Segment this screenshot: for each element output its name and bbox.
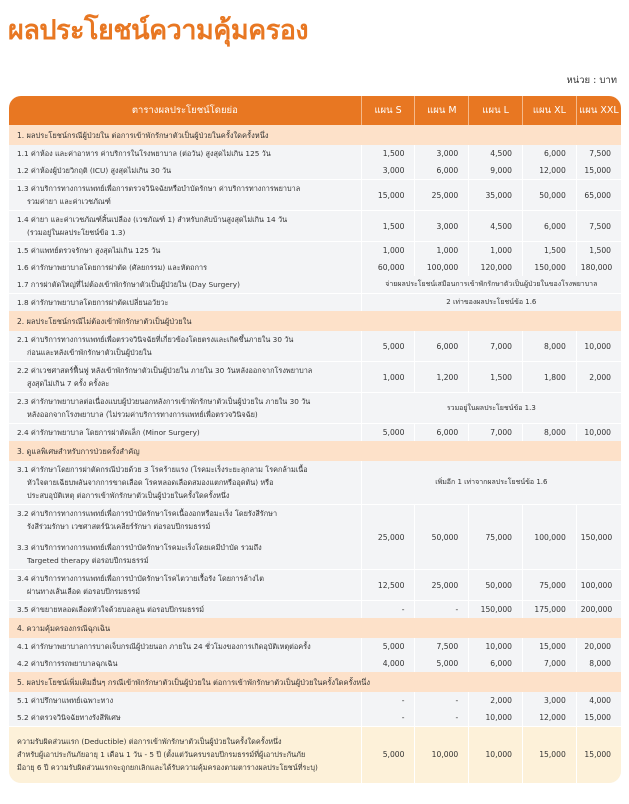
deductible-value: 15,000 [523, 727, 577, 783]
label-line: 4.2 ค่าบริการรถพยาบาลฉุกเฉิน [17, 659, 118, 668]
label-line: 1.1 ค่าห้อง และค่าอาหาร ค่าบริการในโรงพยาบาล (ต่อวัน) สูงสุดไม่เกิน 125 วัน [17, 149, 271, 158]
plan-value: 12,000 [523, 709, 577, 727]
label-line: (รวมอยู่ในผลประโยชน์ข้อ 1.3) [27, 228, 126, 237]
plan-value: 1,000 [469, 242, 523, 260]
benefit-label [9, 692, 361, 709]
benefit-label [9, 505, 361, 570]
benefit-label [9, 162, 361, 180]
plan-value: 10,000 [576, 331, 621, 362]
table-row [9, 424, 621, 442]
plan-value: 2,000 [469, 692, 523, 709]
plan-value: 6,000 [469, 655, 523, 672]
plan-value: 100,000 [415, 259, 469, 276]
table-row [9, 393, 621, 424]
section-title: 5. ผลประโยชน์เพิ่มเติมอื่นๆ กรณีเข้าพักรักษาตัวเป็นผู้ป่วยใน ต่อการเข้าพักรักษาตัวเป็นผู้ป่วยในครั้งใดครั้งหนึ่ง [9, 672, 621, 692]
label-line: 1.2 ค่าห้องผู้ป่วยวิกฤติ (ICU) สูงสุดไม่เกิน 30 วัน [17, 166, 172, 175]
plan-value: 3,000 [415, 145, 469, 162]
plan-value: 4,000 [361, 655, 415, 672]
plan-value: 3,000 [523, 692, 577, 709]
label-line: สูงสุดไม่เกิน 7 ครั้ง ครั้งละ [27, 379, 110, 388]
label-line: มีอายุ 6 ปี ความรับผิดส่วนแรกจะถูกยกเลิกและได้รับความคุ้มครองตามตารางผลประโยชน์ที่ระบุ) [17, 763, 318, 773]
section-header-row [9, 618, 621, 638]
plan-value: 50,000 [523, 180, 577, 211]
table-row [9, 709, 621, 727]
label-line: หลังออกจากโรงพยาบาล (ไม่รวมค่าบริการทางการแพทย์เพื่อตรวจวินิจฉัย) [27, 410, 258, 419]
plan-value: 7,500 [576, 211, 621, 242]
plan-value: 9,000 [469, 162, 523, 180]
plan-value: - [361, 692, 415, 709]
plan-value: 50,000 [469, 570, 523, 601]
label-line: ประสบอุบัติเหตุ ต่อการเข้าพักรักษาตัวเป็นผู้ป่วยในครั้งใดครั้งหนึ่ง [27, 491, 230, 500]
label-line: 3.5 ค่าขยายหลอดเลือดหัวใจด้วยบอลลูน ต่อรอบปีกรมธรรม์ [17, 605, 205, 614]
plan-value: 1,500 [469, 362, 523, 393]
plan-value: 60,000 [361, 259, 415, 276]
benefit-label [9, 362, 361, 393]
page-title: ผลประโยชน์ความคุ้มครอง [8, 15, 309, 46]
plan-value: 6,000 [523, 145, 577, 162]
label-line: 1.3 ค่าบริการทางการแพทย์เพื่อการตรวจวินิจฉัยหรือบำบัดรักษา ค่าบริการทางการพยาบาล [17, 184, 301, 193]
plan-value: 6,000 [415, 331, 469, 362]
plan-value: 150,000 [523, 259, 577, 276]
table-row [9, 294, 621, 312]
plan-value: 4,000 [576, 692, 621, 709]
label-line: 1.4 ค่ายา และค่าเวชภัณฑ์สิ้นเปลือง (เวชภัณฑ์ 1) สำหรับกลับบ้านสูงสุดไม่เกิน 14 วัน [17, 215, 288, 224]
plan-value: 3,000 [415, 211, 469, 242]
plan-value: 6,000 [415, 424, 469, 442]
label-line: 5.1 ค่าปรึกษาแพทย์เฉพาะทาง [17, 696, 114, 705]
plan-value: 6,000 [523, 211, 577, 242]
plan-value: 15,000 [576, 709, 621, 727]
table-row [9, 692, 621, 709]
plan-value: 15,000 [576, 162, 621, 180]
plan-value: 1,800 [523, 362, 577, 393]
deductible-value: 5,000 [361, 727, 415, 783]
plan-value: 15,000 [361, 180, 415, 211]
plan-value: 8,000 [523, 331, 577, 362]
benefit-label [9, 259, 361, 276]
table-body [9, 125, 621, 783]
table-row [9, 259, 621, 276]
plan-value: 35,000 [469, 180, 523, 211]
deductible-row [9, 727, 621, 783]
table-row [9, 601, 621, 619]
plan-value: 75,000 [469, 505, 523, 570]
plan-value: 12,000 [523, 162, 577, 180]
plan-value: 7,500 [415, 638, 469, 655]
plan-value: 10,000 [576, 424, 621, 442]
plan-value: 65,000 [576, 180, 621, 211]
plan-span-note: รวมอยู่ในผลประโยชน์ข้อ 1.3 [361, 393, 621, 424]
label-line: 1.7 การผ่าตัดใหญ่ที่ไม่ต้องเข้าพักรักษาตัวเป็นผู้ป่วยใน (Day Surgery) [17, 280, 240, 289]
benefit-label [9, 570, 361, 601]
plan-value: 100,000 [576, 570, 621, 601]
plan-value: 4,500 [469, 211, 523, 242]
plan-value: 20,000 [576, 638, 621, 655]
benefit-label [9, 601, 361, 619]
label-line: 5.2 ค่าตรวจวินิจฉัยทางรังสีพิเศษ [17, 713, 121, 722]
plan-value: 25,000 [415, 180, 469, 211]
benefit-label [9, 331, 361, 362]
deductible-value: 10,000 [415, 727, 469, 783]
benefit-label [9, 638, 361, 655]
benefit-label [9, 294, 361, 312]
table-row [9, 211, 621, 242]
deductible-label [9, 727, 361, 783]
header-plan-xxl: แผน XXL [576, 96, 621, 125]
table-row [9, 505, 621, 570]
plan-value: 1,500 [361, 145, 415, 162]
label-line: 4.1 ค่ารักษาพยาบาลการบาดเจ็บกรณีผู้ป่วยนอก ภายใน 24 ชั่วโมงของการเกิดอุบัติเหตุต่อครั้ง [17, 642, 311, 651]
plan-value: 3,000 [361, 162, 415, 180]
label-line: 3.3 ค่าบริการทางการแพทย์เพื่อการบำบัดรักษาโรคมะเร็งโดยเคมีบำบัด รวมถึง [17, 543, 262, 552]
benefit-label [9, 276, 361, 294]
label-line: สำหรับผู้เอาประกันภัยอายุ 1 เดือน 1 วัน - 5 ปี (ตั้งแต่วันครบรอบปีกรมธรรม์ที่ผู้เอาประกันภัย [17, 750, 306, 760]
section-title: 1. ผลประโยชน์กรณีผู้ป่วยใน ต่อการเข้าพักรักษาตัวเป็นผู้ป่วยในครั้งใดครั้งหนึ่ง [9, 125, 621, 145]
plan-value: 120,000 [469, 259, 523, 276]
plan-value: 12,500 [361, 570, 415, 601]
plan-value: 10,000 [469, 709, 523, 727]
benefit-label [9, 655, 361, 672]
benefit-label [9, 145, 361, 162]
label-line: 2.3 ค่ารักษาพยาบาลต่อเนื่องแบบผู้ป่วยนอกหลังการเข้าพักรักษาตัวเป็นผู้ป่วยใน ภายใน 30 วัน [17, 397, 311, 406]
plan-value: 150,000 [469, 601, 523, 619]
table-row [9, 362, 621, 393]
label-line: Targeted therapy ต่อรอบปีกรมธรรม์ [27, 556, 149, 565]
label-line: 3.1 ค่ารักษาโดยการผ่าตัดกรณีป่วยด้วย 3 โรคร้ายแรง (โรคมะเร็งระยะลุกลาม โรคกล้ามเนื้อ [17, 465, 308, 474]
plan-value: 1,000 [361, 362, 415, 393]
benefit-label [9, 424, 361, 442]
plan-value: 15,000 [523, 638, 577, 655]
plan-value: 1,500 [576, 242, 621, 260]
table-row [9, 242, 621, 260]
plan-value: - [361, 709, 415, 727]
plan-value: 4,500 [469, 145, 523, 162]
benefit-label [9, 180, 361, 211]
plan-value: 1,200 [415, 362, 469, 393]
plan-value: 7,000 [469, 424, 523, 442]
plan-value: 50,000 [415, 505, 469, 570]
plan-value: 6,000 [415, 162, 469, 180]
table-row [9, 638, 621, 655]
plan-value: 1,000 [361, 242, 415, 260]
label-line: 2.4 ค่ารักษาพยาบาล โดยการผ่าตัดเล็ก (Minor Surgery) [17, 428, 200, 437]
plan-span-note: เพิ่มอีก 1 เท่าจากผลประโยชน์ข้อ 1.6 [361, 461, 621, 505]
table-row [9, 145, 621, 162]
plan-value: 25,000 [415, 570, 469, 601]
plan-value: 100,000 [523, 505, 577, 570]
benefit-label [9, 461, 361, 505]
label-line: 3.2 ค่าบริการทางการแพทย์เพื่อการบำบัดรักษาโรคเนื้องอกหรือมะเร็ง โดยรังสีรักษา [17, 509, 278, 518]
table-header-row [9, 96, 621, 125]
deductible-value: 10,000 [469, 727, 523, 783]
plan-value: 5,000 [415, 655, 469, 672]
label-line: 3.4 ค่าบริการทางการแพทย์เพื่อการบำบัดรักษาโรคไตวายเรื้อรัง โดยการล้างไต [17, 574, 264, 583]
label-line: ก่อนและหลังเข้าพักรักษาตัวเป็นผู้ป่วยใน [27, 348, 152, 357]
plan-value: 200,000 [576, 601, 621, 619]
plan-value: 5,000 [361, 424, 415, 442]
plan-value: - [415, 601, 469, 619]
deductible-value: 15,000 [576, 727, 621, 783]
table-row [9, 461, 621, 505]
plan-value: - [415, 709, 469, 727]
table-row [9, 180, 621, 211]
plan-value: 150,000 [576, 505, 621, 570]
plan-value: - [361, 601, 415, 619]
benefits-table [9, 96, 621, 783]
label-line: ความรับผิดส่วนแรก (Deductible) ต่อการเข้าพักรักษาตัวเป็นผู้ป่วยในครั้งใดครั้งหนึ่ง [17, 737, 282, 747]
plan-value: 180,000 [576, 259, 621, 276]
header-plan-m: แผน M [415, 96, 469, 125]
benefit-label [9, 242, 361, 260]
plan-value: 75,000 [523, 570, 577, 601]
plan-value: 5,000 [361, 331, 415, 362]
header-plan-s: แผน S [361, 96, 415, 125]
table-row [9, 331, 621, 362]
plan-value: 7,000 [523, 655, 577, 672]
plan-span-note: 2 เท่าของผลประโยชน์ข้อ 1.6 [361, 294, 621, 312]
benefit-label [9, 709, 361, 727]
header-plan-l: แผน L [469, 96, 523, 125]
label-line: 1.6 ค่ารักษาพยาบาลโดยการผ่าตัด (ศัลยกรรม) และหัตถการ [17, 263, 208, 272]
table-row [9, 570, 621, 601]
table-row [9, 276, 621, 294]
plan-value: 25,000 [361, 505, 415, 570]
section-title: 3. ดูแลพิเศษสำหรับการป่วยครั้งสำคัญ [9, 441, 621, 461]
plan-value: 2,000 [576, 362, 621, 393]
plan-value: 10,000 [469, 638, 523, 655]
section-title: 4. ความคุ้มครองกรณีฉุกเฉิน [9, 618, 621, 638]
label-line: หัวใจตายเฉียบพลันจากการขาดเลือด โรคหลอดเลือดสมองแตกหรืออุดตัน) หรือ [27, 478, 274, 487]
label-line: 1.8 ค่ารักษาพยาบาลโดยการผ่าตัดเปลี่ยนอวัยวะ [17, 298, 169, 307]
section-header-row [9, 441, 621, 461]
label-line: 1.5 ค่าแพทย์ตรวจรักษา สูงสุดไม่เกิน 125 วัน [17, 246, 161, 255]
table-row [9, 162, 621, 180]
header-plan-xl: แผน XL [523, 96, 577, 125]
section-header-row [9, 125, 621, 145]
plan-value: 175,000 [523, 601, 577, 619]
section-header-row [9, 672, 621, 692]
header-benefit: ตารางผลประโยชน์โดยย่อ [9, 96, 361, 125]
table-row [9, 655, 621, 672]
section-header-row [9, 311, 621, 331]
plan-value: 5,000 [361, 638, 415, 655]
plan-value: 8,000 [576, 655, 621, 672]
label-line: รังสีร่วมรักษา เวชศาสตร์นิวเคลียร์รักษา ต่อรอบปีกรมธรรม์ [27, 522, 211, 531]
plan-value: 8,000 [523, 424, 577, 442]
section-title: 2. ผลประโยชน์กรณีไม่ต้องเข้าพักรักษาตัวเป็นผู้ป่วยใน [9, 311, 621, 331]
plan-value: 1,000 [415, 242, 469, 260]
plan-value: 1,500 [523, 242, 577, 260]
plan-value: 7,500 [576, 145, 621, 162]
label-line: ผ่านทางเส้นเลือด ต่อรอบปีกรมธรรม์ [27, 587, 141, 596]
plan-value: 1,500 [361, 211, 415, 242]
benefit-label [9, 393, 361, 424]
label-line: 2.2 ค่าเวชศาสตร์ฟื้นฟู หลังเข้าพักรักษาตัวเป็นผู้ป่วยใน ภายใน 30 วันหลังออกจากโรงพยาบาล [17, 366, 313, 375]
label-line: 2.1 ค่าบริการทางการแพทย์เพื่อตรวจวินิจฉัยที่เกี่ยวข้องโดยตรงและเกิดขึ้นภายใน 30 วัน [17, 335, 294, 344]
plan-value: 7,000 [469, 331, 523, 362]
benefit-label [9, 211, 361, 242]
label-line: รวมค่ายา และค่าเวชภัณฑ์ [27, 197, 111, 206]
plan-span-note: จ่ายผลประโยชน์เสมือนการเข้าพักรักษาตัวเป็นผู้ป่วยในของโรงพยาบาล [361, 276, 621, 294]
plan-value: - [415, 692, 469, 709]
unit-label: หน่วย : บาท [566, 75, 617, 86]
